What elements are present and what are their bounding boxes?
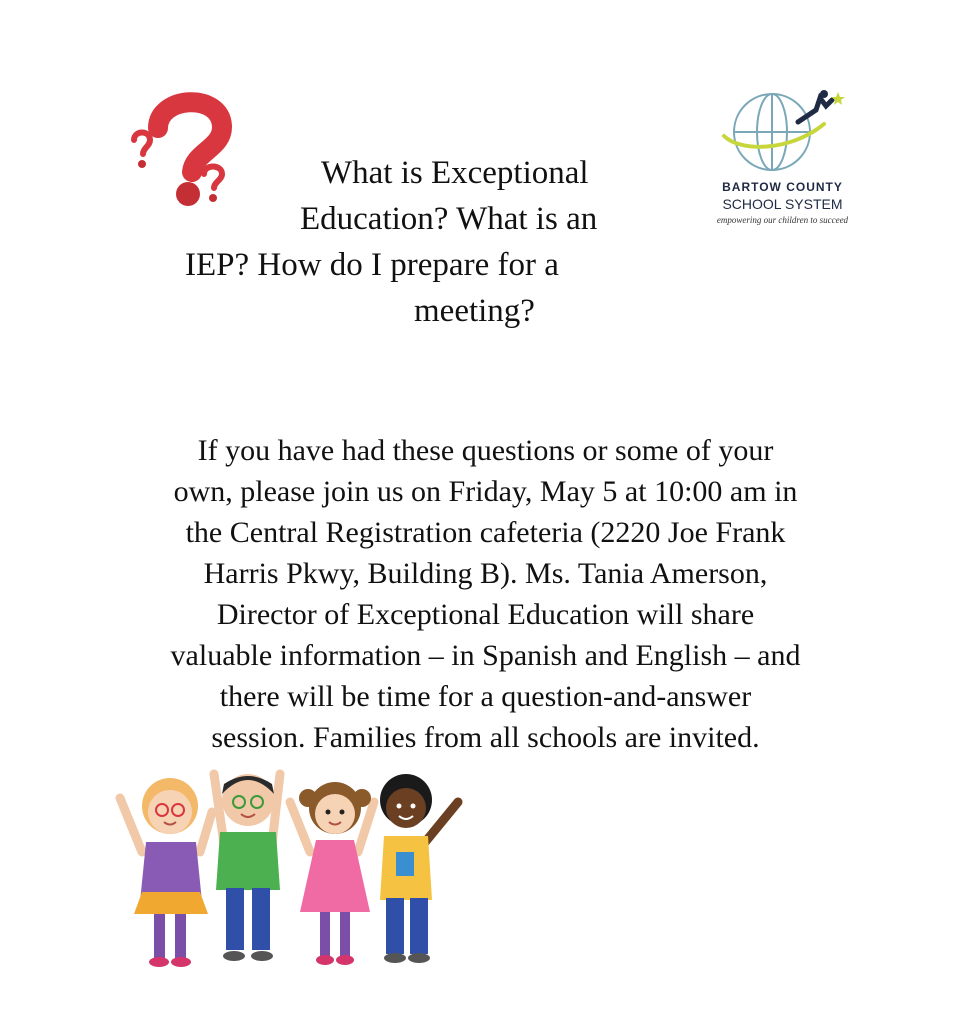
kids-illustration (112, 762, 472, 972)
title-line-2: Education? What is an (300, 201, 598, 237)
kid-boy-glasses-icon (214, 774, 280, 961)
body-line: own, please join us on Friday, May 5 at 10:00 am in (173, 475, 798, 508)
kid-boy-yellow-icon (380, 774, 458, 963)
school-logo (700, 86, 865, 231)
logo-tagline: empowering our children to succeed (716, 215, 849, 225)
body-line: session. Families from all schools are invited. (211, 721, 760, 754)
title-line-4: meeting? (414, 293, 535, 329)
body-line: If you have had these questions or some of your (197, 434, 774, 467)
body-line: the Central Registration cafeteria (2220 Joe Frank (185, 516, 786, 549)
title-line-1: What is Exceptional (321, 155, 589, 191)
body-line: there will be time for a question-and-answer (219, 680, 752, 713)
kid-girl-pink-icon (290, 782, 374, 965)
logo-line-2: SCHOOL SYSTEM (722, 196, 843, 212)
body-line: Harris Pkwy, Building B). Ms. Tania Amerson, (203, 557, 768, 590)
body-line: Director of Exceptional Education will share (216, 598, 755, 631)
body-line: valuable information – in Spanish and English – and (170, 639, 801, 672)
question-marks-icon (128, 88, 238, 210)
kid-girl-glasses-icon (120, 778, 212, 967)
logo-line-1: BARTOW COUNTY (722, 180, 843, 194)
title-line-3: IEP? How do I prepare for a (185, 247, 559, 283)
globe-logo-icon (720, 86, 845, 178)
event-description (0, 430, 971, 758)
